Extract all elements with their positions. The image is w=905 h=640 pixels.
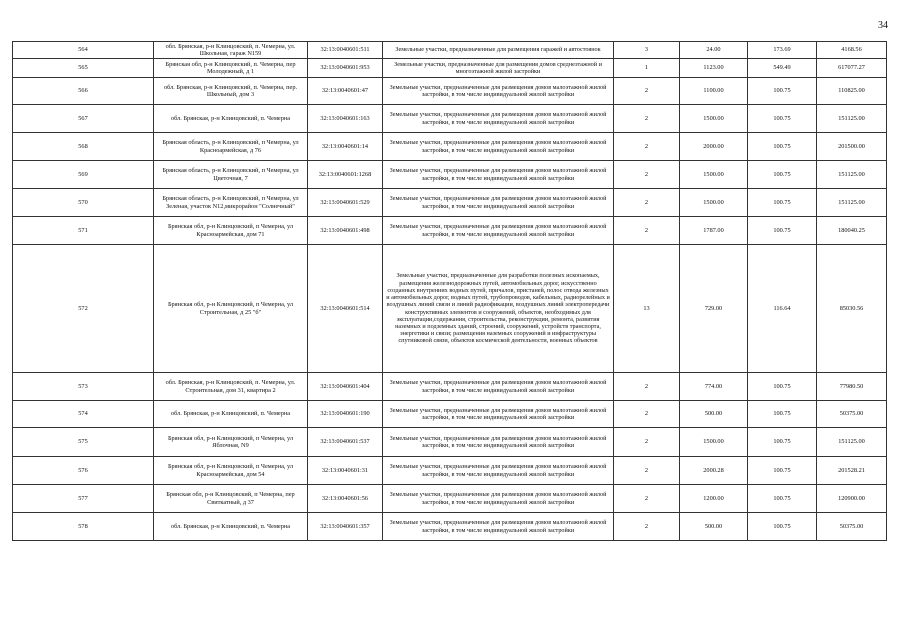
table-row	[13, 373, 887, 401]
row-cadastral-number: 32:13:0040601:537	[308, 428, 383, 457]
row-number: 576	[13, 457, 154, 485]
row-area: 1123.00	[680, 59, 748, 78]
row-area: 729.00	[680, 245, 748, 373]
table-row	[13, 485, 887, 513]
table-row	[13, 428, 887, 457]
row-category: 2	[614, 401, 680, 428]
row-value: 201500.00	[817, 133, 887, 161]
row-number: 564	[13, 42, 154, 59]
row-address: Брянская область, р-н Клинцовский, п Чемерна, ул Зеленая, участок N12,микрорайон "Солнечный"	[154, 189, 308, 217]
row-address: обл. Брянская, р-н Клинцовский, п. Чемерна	[154, 401, 308, 428]
row-area: 1500.00	[680, 105, 748, 133]
table-row	[13, 59, 887, 78]
row-land-purpose: Земельные участки, предназначенные для размещения домов малоэтажной жилой застройки, в том числе индивидуальной жилой застройки	[383, 428, 614, 457]
row-land-purpose: Земельные участки, предназначенные для размещения домов малоэтажной жилой застройки, в том числе индивидуальной жилой застройки	[383, 485, 614, 513]
row-cadastral-number: 32:13:0040601:47	[308, 78, 383, 105]
row-number: 567	[13, 105, 154, 133]
row-category: 2	[614, 428, 680, 457]
row-address: обл. Брянская, р-н Клинцовский, п. Чемерна, ул. Строительная, дом 31, квартира 2	[154, 373, 308, 401]
row-category: 2	[614, 457, 680, 485]
table-row	[13, 189, 887, 217]
row-address: Брянская обл, р-н Клинцовский, п Чемерна, ул Яблочная, N9	[154, 428, 308, 457]
row-cadastral-number: 32:13:0040601:190	[308, 401, 383, 428]
table-row	[13, 457, 887, 485]
row-category: 2	[614, 189, 680, 217]
row-rate: 100.75	[748, 217, 817, 245]
row-number: 575	[13, 428, 154, 457]
row-value: 201528.21	[817, 457, 887, 485]
row-rate: 100.75	[748, 373, 817, 401]
row-land-purpose: Земельные участки, предназначенные для размещения домов малоэтажной жилой застройки, в том числе индивидуальной жилой застройки	[383, 513, 614, 541]
row-land-purpose: Земельные участки, предназначенные для разработки полезных ископаемых, размещения железнодорожных путей, автомобильных дорог, искусственно созданных внутренних водных путей, причалов, пристаней, полос отвода железных и автомобильных дорог, водных путей, трубопроводов, кабельных, радиорелейных и воздушных линий связи и линий радиофикации, воздушных линий электропередачи конструктивных элементов и сооружений, объектов, необходимых для эксплуатации,содержания, строительства, реконструкции, ремонта, развития наземных и подземных зданий, строений, сооружений, устройств транспорта, энергетики и связи; размещения наземных сооружений и инфраструктуры спутниковой связи, объектов космической деятельности, военных объектов	[383, 245, 614, 373]
row-value: 77980.50	[817, 373, 887, 401]
row-address: Брянская область, р-н Клинцовский, п Чемерна, ул Цветочная, 7	[154, 161, 308, 189]
table-row	[13, 105, 887, 133]
row-area: 1787.00	[680, 217, 748, 245]
row-rate: 100.75	[748, 78, 817, 105]
row-land-purpose: Земельные участки, предназначенные для размещения домов малоэтажной жилой застройки, в том числе индивидуальной жилой застройки	[383, 78, 614, 105]
row-rate: 100.75	[748, 513, 817, 541]
row-value: 151125.00	[817, 161, 887, 189]
row-value: 110825.00	[817, 78, 887, 105]
row-number: 573	[13, 373, 154, 401]
row-category: 2	[614, 161, 680, 189]
row-address: обл. Брянская, р-н Клинцовский, п. Чемерна, пер. Школьный, дом 3	[154, 78, 308, 105]
table-row	[13, 217, 887, 245]
row-area: 1500.00	[680, 428, 748, 457]
row-cadastral-number: 32:13:0040601:529	[308, 189, 383, 217]
table-row	[13, 513, 887, 541]
row-address: Брянская обл, р-н Клинцовский, п Чемерна, ул Строительная, д 25 "б"	[154, 245, 308, 373]
row-cadastral-number: 32:13:0040601:514	[308, 245, 383, 373]
row-category: 1	[614, 59, 680, 78]
row-number: 572	[13, 245, 154, 373]
table-row	[13, 401, 887, 428]
row-area: 774.00	[680, 373, 748, 401]
row-area: 500.00	[680, 513, 748, 541]
row-value: 180040.25	[817, 217, 887, 245]
row-address: Брянская обл, р-н Клинцовский, п Чемерна, пер Свиткатный, д 37	[154, 485, 308, 513]
row-value: 50375.00	[817, 401, 887, 428]
table-row	[13, 133, 887, 161]
row-rate: 116.64	[748, 245, 817, 373]
row-cadastral-number: 32:13:0040601:357	[308, 513, 383, 541]
row-land-purpose: Земельные участки, предназначенные для размещения домов малоэтажной жилой застройки, в том числе индивидуальной жилой застройки	[383, 457, 614, 485]
row-category: 2	[614, 373, 680, 401]
row-land-purpose: Земельные участки, предназначенные для размещения домов малоэтажной жилой застройки, в том числе индивидуальной жилой застройки	[383, 105, 614, 133]
row-rate: 100.75	[748, 189, 817, 217]
row-rate: 100.75	[748, 485, 817, 513]
row-land-purpose: Земельные участки, предназначенные для размещения домов малоэтажной жилой застройки, в том числе индивидуальной жилой застройки	[383, 401, 614, 428]
row-cadastral-number: 32:13:0040601:404	[308, 373, 383, 401]
table-row	[13, 245, 887, 373]
row-cadastral-number: 32:13:0040601:56	[308, 485, 383, 513]
row-number: 569	[13, 161, 154, 189]
row-address: обл. Брянская, р-н Клинцовский, п. Чемерна	[154, 513, 308, 541]
row-land-purpose: Земельные участки, предназначенные для размещения домов малоэтажной жилой застройки, в том числе индивидуальной жилой застройки	[383, 373, 614, 401]
row-category: 2	[614, 217, 680, 245]
row-value: 617077.27	[817, 59, 887, 78]
row-area: 2000.00	[680, 133, 748, 161]
row-cadastral-number: 32:13:0040601:498	[308, 217, 383, 245]
row-category: 3	[614, 42, 680, 59]
row-land-purpose: Земельные участки, предназначенные для размещения домов среднеэтажной и многоэтажной жилой застройки	[383, 59, 614, 78]
row-category: 2	[614, 105, 680, 133]
land-plot-table	[12, 41, 887, 541]
row-land-purpose: Земельные участки, предназначенные для размещения домов малоэтажной жилой застройки, в том числе индивидуальной жилой застройки	[383, 217, 614, 245]
row-value: 151125.00	[817, 105, 887, 133]
row-number: 574	[13, 401, 154, 428]
row-address: обл. Брянская, р-н Клинцовский, п. Чемерна	[154, 105, 308, 133]
row-number: 565	[13, 59, 154, 78]
row-cadastral-number: 32:13:0040601:163	[308, 105, 383, 133]
row-rate: 100.75	[748, 428, 817, 457]
row-number: 571	[13, 217, 154, 245]
row-category: 2	[614, 133, 680, 161]
page-number: 34	[878, 20, 888, 31]
table-row	[13, 78, 887, 105]
row-number: 578	[13, 513, 154, 541]
row-area: 1500.00	[680, 161, 748, 189]
row-value: 50375.00	[817, 513, 887, 541]
row-value: 151125.00	[817, 428, 887, 457]
row-rate: 100.75	[748, 161, 817, 189]
row-area: 1200.00	[680, 485, 748, 513]
row-cadastral-number: 32:13:0040601:14	[308, 133, 383, 161]
row-rate: 100.75	[748, 133, 817, 161]
row-cadastral-number: 32:13:0040601:953	[308, 59, 383, 78]
row-category: 2	[614, 485, 680, 513]
row-address: обл. Брянская, р-н Клинцовский, п. Чемерна, ул. Школьная, гараж N159	[154, 42, 308, 59]
row-cadastral-number: 32:13:0040601:1268	[308, 161, 383, 189]
row-number: 566	[13, 78, 154, 105]
row-rate: 100.75	[748, 105, 817, 133]
row-rate: 549.49	[748, 59, 817, 78]
row-land-purpose: Земельные участки, предназначенные для размещения домов малоэтажной жилой застройки, в том числе индивидуальной жилой застройки	[383, 161, 614, 189]
row-number: 570	[13, 189, 154, 217]
table-row	[13, 42, 887, 59]
row-area: 2000.28	[680, 457, 748, 485]
table-body	[13, 42, 887, 541]
row-address: Брянская обл, р-н Клинцовский, п Чемерна, ул Красноармейская, дом 71	[154, 217, 308, 245]
row-area: 24.00	[680, 42, 748, 59]
row-value: 85030.56	[817, 245, 887, 373]
row-area: 1500.00	[680, 189, 748, 217]
row-land-purpose: Земельные участки, предназначенные для размещения домов малоэтажной жилой застройки, в том числе индивидуальной жилой застройки	[383, 133, 614, 161]
row-address: Брянская обл, р-н Клинцовский, п Чемерна, ул Красноармейская, дом 54	[154, 457, 308, 485]
table-row	[13, 161, 887, 189]
row-cadastral-number: 32:13:0040601:511	[308, 42, 383, 59]
row-value: 151125.00	[817, 189, 887, 217]
row-address: Брянская область, р-н Клинцовский, п Чемерна, ул Красноармейская, д 76	[154, 133, 308, 161]
row-category: 13	[614, 245, 680, 373]
row-rate: 100.75	[748, 457, 817, 485]
row-area: 1100.00	[680, 78, 748, 105]
row-category: 2	[614, 78, 680, 105]
row-address: Брянская обл, р-н Клинцовский, п. Чемерна, пер Молодежный, д 1	[154, 59, 308, 78]
row-land-purpose: Земельные участки, предназначенные для размещения домов малоэтажной жилой застройки, в том числе индивидуальной жилой застройки	[383, 189, 614, 217]
row-value: 120900.00	[817, 485, 887, 513]
row-rate: 100.75	[748, 401, 817, 428]
row-cadastral-number: 32:13:0040601:31	[308, 457, 383, 485]
row-rate: 173.69	[748, 42, 817, 59]
row-number: 568	[13, 133, 154, 161]
row-area: 500.00	[680, 401, 748, 428]
row-category: 2	[614, 513, 680, 541]
row-land-purpose: Земельные участки, предназначенные для размещения гаражей и автостоянок	[383, 42, 614, 59]
row-number: 577	[13, 485, 154, 513]
row-value: 4168.56	[817, 42, 887, 59]
